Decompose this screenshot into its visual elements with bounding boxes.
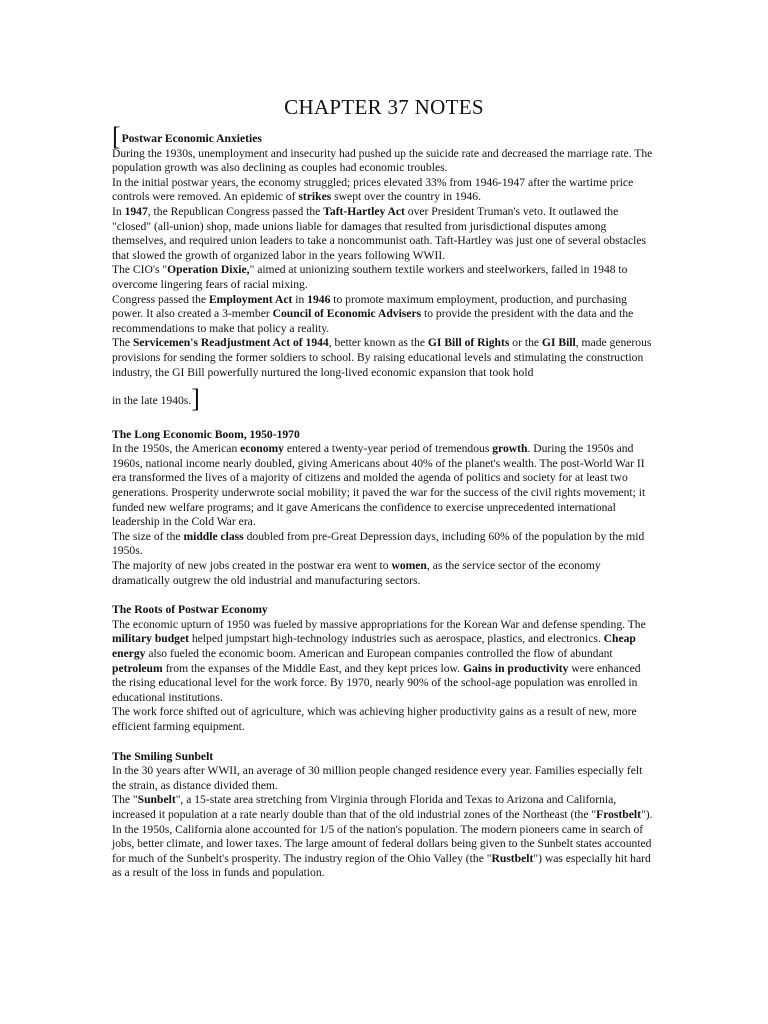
bold-term: Council of Economic Advisers <box>272 307 422 321</box>
section-spacer <box>112 735 657 750</box>
paragraph <box>112 263 657 292</box>
bold-term: Cheap energy <box>112 632 636 660</box>
bold-term: Taft-Hartley Act <box>323 204 405 218</box>
paragraph <box>112 793 657 881</box>
section-heading-postwar-anxieties <box>112 122 657 151</box>
text-run: helped jumpstart high-technology industries such as aerospace, plastics, and electronics. <box>188 632 604 646</box>
bold-term: GI Bill <box>541 336 576 350</box>
bold-term: 1947 <box>124 204 148 218</box>
paragraph: In the 30 years after WWII, an average of 30 million people changed residence every year. Families especially felt the strain, as distance divided them. <box>112 764 643 792</box>
open-bracket: [ <box>112 122 121 151</box>
text-run: or the <box>509 336 542 350</box>
text-run: ") was especially hit hard as a result of the loss in funds and population. <box>112 851 651 880</box>
paragraph <box>112 205 657 263</box>
bold-term: Operation Dixie, <box>167 263 250 277</box>
text-run: from the expanses of the Middle East, and they kept prices low. <box>162 661 463 675</box>
text-run: "). In the 1950s, California alone accounted for 1/5 of the nation's population. The modern pioneers came in search of jobs, better climate, and lower taxes. The large amount of federal dollars being given to the Sunbelt states accounted for much of the Sunbelt's prosperity. The industry region of the Ohio Valley (the " <box>112 807 653 865</box>
bold-term: strikes <box>298 190 332 204</box>
notes-body <box>112 122 657 881</box>
section-spacer <box>112 588 657 603</box>
paragraph-last-line <box>112 384 657 414</box>
page-title: CHAPTER 37 NOTES <box>284 95 484 119</box>
text-run: to provide the president with the data and the recommendations to make that policy a reality. <box>112 307 634 335</box>
text-run: were enhanced the rising educational level for the work force. By 1970, nearly 90% of the school-age population was enrolled in educational institutions. <box>112 661 641 704</box>
paragraph <box>112 176 657 205</box>
text-run: . During the 1950s and 1960s, national income nearly doubled, giving Americans about 40% of the planet's wealth. The post-World War II era transformed the lives of a majority of citizens and molded the agenda of politics and society for at least two generations. Prosperity underwrote social mobility; it paved the war for the success of the civil rights movement; it funded new welfare programs; and it gave Americans the confidence to exercise unprecedented international leadership in the Cold War era. <box>112 442 646 529</box>
text-run: in <box>292 292 308 306</box>
text-run: , as the service sector of the economy dramatically outgrew the old industrial and manufacturing sectors. <box>112 559 601 587</box>
bold-term: petroleum <box>112 661 163 675</box>
text-run: The majority of new jobs created in the postwar era went to <box>112 559 392 573</box>
paragraph <box>112 442 657 530</box>
text-run: The <box>112 336 133 350</box>
bold-term: military budget <box>112 632 189 646</box>
paragraph: During the 1930s, unemployment and insecurity had pushed up the suicide rate and decreased the marriage rate. The population growth was also declining as couples had economic troubles. <box>112 146 653 175</box>
heading-text: Postwar Economic Anxieties <box>121 132 262 145</box>
paragraph <box>112 293 657 337</box>
paragraph <box>112 336 657 380</box>
text-run: to promote maximum employment, production, and purchasing power. It also created a 3-member <box>112 292 627 321</box>
bold-term: GI Bill of Rights <box>427 336 510 350</box>
text-run: The economic upturn of 1950 was fueled by massive appropriations for the Korean War and defense spending. The <box>112 617 646 631</box>
paragraph <box>112 530 657 559</box>
text-run: ", a 15-state area stretching from Virginia through Florida and Texas to Arizona and California, increased it population at a rate nearly double than that of the old industrial zones of the Northeast (the " <box>112 793 617 821</box>
text-run: over President Truman's veto. It outlawed the "closed" (all-union) shop, made unions liable for damages that resulted from jurisdictional disputes among themselves, and required union leaders to take a noncommunist oath. Taft-Hartley was just one of several obstacles that slowed the growth of organized labor in the years following WWII. <box>112 204 647 262</box>
text-run: Congress passed the <box>112 292 209 306</box>
close-bracket: ] <box>191 384 200 414</box>
bold-term: growth <box>492 442 528 456</box>
text-run: The size of the <box>112 529 184 543</box>
bold-term: Employment Act <box>208 292 293 306</box>
text-run: The " <box>112 793 138 807</box>
text-run: In <box>112 204 125 218</box>
bold-term: middle class <box>183 529 244 543</box>
bold-term: Rustbelt <box>491 851 534 865</box>
text-run: swept over the country in 1946. <box>331 190 481 204</box>
section-heading-long-boom: The Long Economic Boom, 1950-1970 <box>112 427 300 441</box>
bold-term: Sunbelt <box>137 793 176 807</box>
paragraph <box>112 618 657 706</box>
text-run: , the Republican Congress passed the <box>147 204 324 218</box>
bold-term: Gains in productivity <box>462 661 569 675</box>
bold-term: Servicemen's Readjustment Act of 1944 <box>132 336 329 350</box>
bold-term: economy <box>240 442 284 456</box>
text-run: In the 1950s, the American <box>112 442 241 456</box>
section-heading-sunbelt: The Smiling Sunbelt <box>112 749 214 763</box>
section-heading-roots: The Roots of Postwar Economy <box>112 603 268 617</box>
text-run: also fueled the economic boom. American and European companies controlled the flow of abundant <box>145 647 613 660</box>
text-run: In the initial postwar years, the economy struggled; prices elevated 33% from 1946-1947 after the wartime price controls were removed. An epidemic of <box>112 175 634 204</box>
text-run: in the late 1940s. <box>112 394 192 408</box>
text-run: doubled from pre-Great Depression days, including 60% of the population by the mid 1950s. <box>112 529 645 558</box>
text-run: , made generous provisions for sending the former soldiers to school. By raising educational levels and stimulating the construction industry, the GI Bill powerfully nurtured the long-lived economic expansion that took hold <box>112 336 652 379</box>
paragraph <box>112 559 657 588</box>
text-run: , better known as the <box>328 336 428 350</box>
bold-term: Frostbelt <box>596 807 641 821</box>
bold-term: women <box>391 559 427 573</box>
bold-term: 1946 <box>307 292 331 306</box>
text-run: " aimed at unionizing southern textile workers and steelworkers, failed in 1948 to overcome lingering fears of racial mixing. <box>112 263 628 291</box>
paragraph: The work force shifted out of agriculture, which was achieving higher productivity gains as a result of new, more efficient farming equipment. <box>112 705 637 733</box>
text-run: The CIO's " <box>112 263 168 277</box>
text-run: entered a twenty-year period of tremendous <box>283 442 493 456</box>
